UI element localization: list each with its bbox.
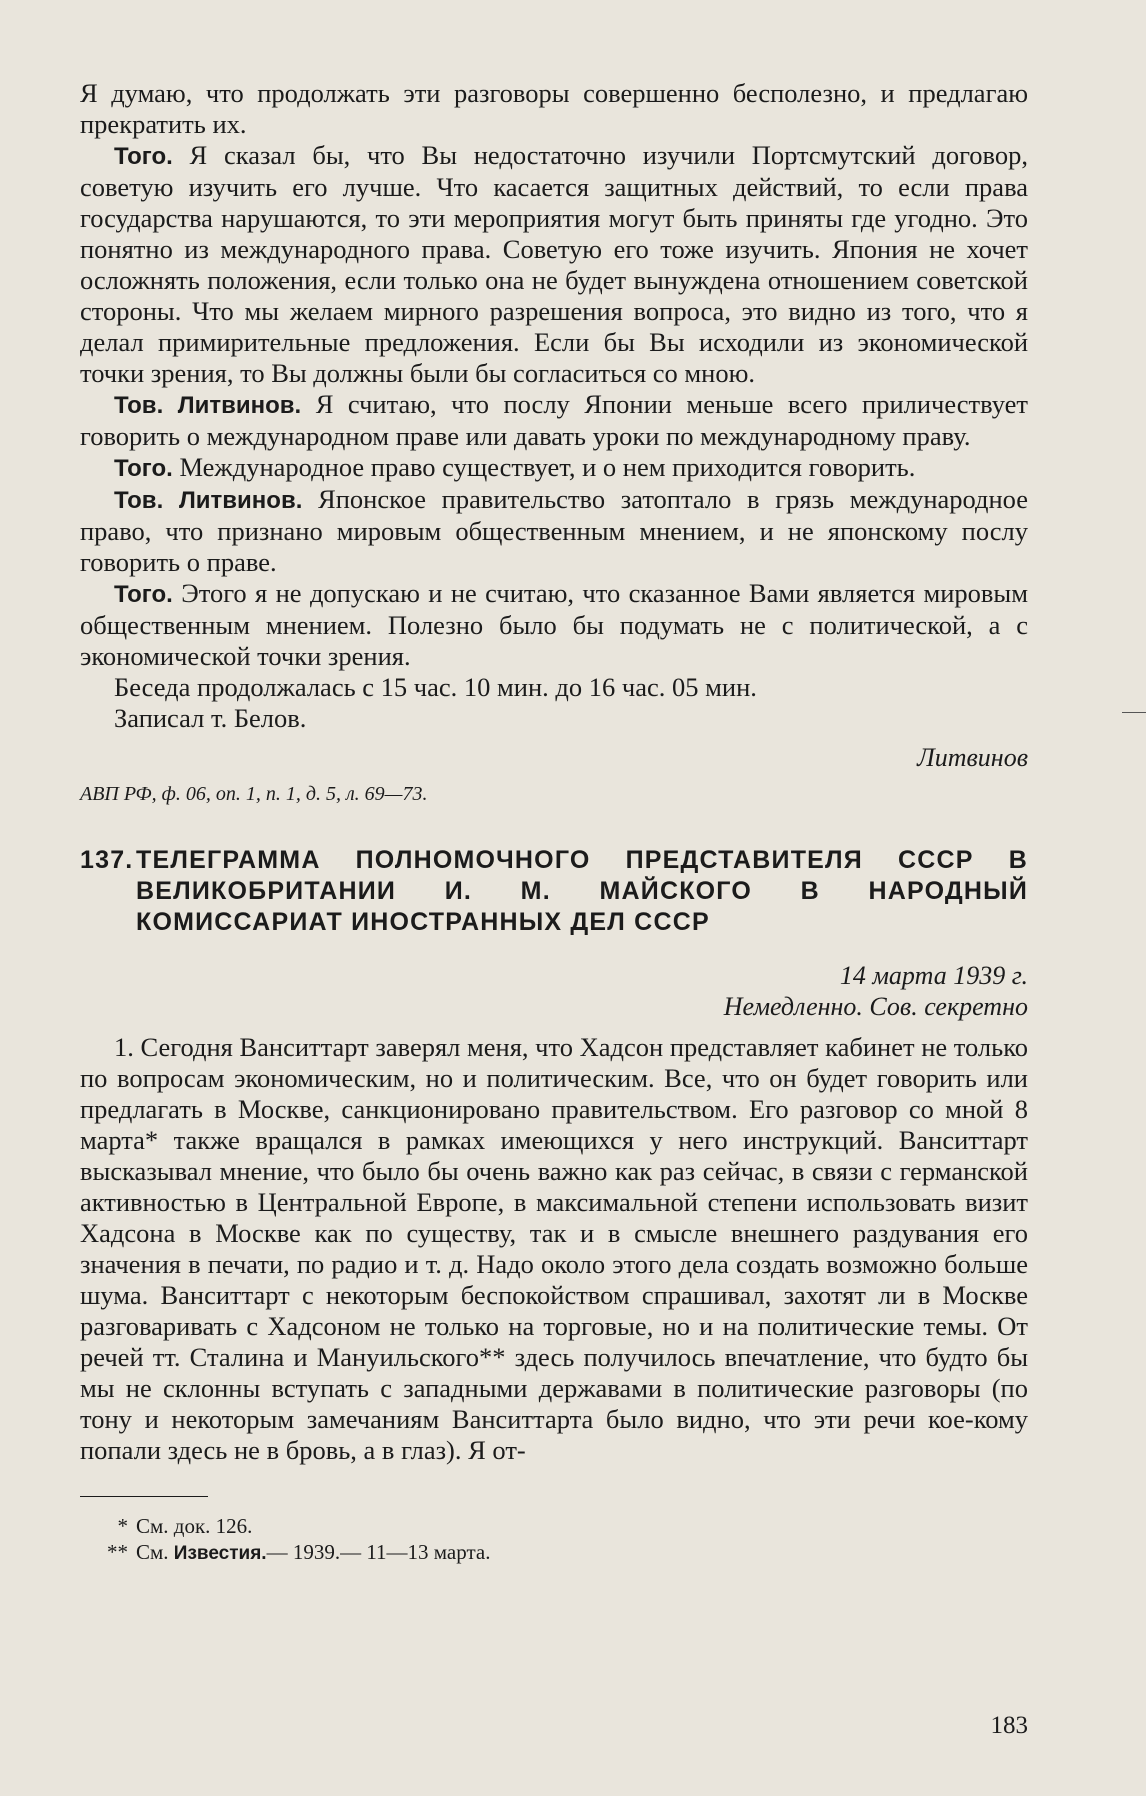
speaker-name: Тов. Литвинов. xyxy=(114,487,303,514)
paragraph-text: Международное право существует, и о нем приходится говорить. xyxy=(172,452,916,482)
paragraph xyxy=(80,703,1028,734)
document-body: 1. Сегодня Ванситтарт заверял меня, что Хадсон представляет кабинет не только по вопросам экономическим, но и политическим. Все, что он будет говорить или предлагать в Москве, санкционировано правительством. Его разговор со мной 8 марта* также вращался в рамках имеющихся у него инструкций. Ванситтарт высказывал мнение, что было бы очень важно как раз сейчас, в связи с германской активностью в Центральной Европе, в максимальной степени использовать визит Хадсона в Москве как по существу, так и в смысле внешнего раздувания его значения в печати, по радио и т. д. Надо около этого дела создать возможно больше шума. Ванситтарт с некоторым беспокойством спрашивал, захотят ли в Москве разговаривать с Хадсоном не только на торговые, но и на политические темы. От речей тт. Сталина и Мануильского** здесь получилось впечатление, что будто бы мы не склонны вступать с западными державами в политические разговоры (по тону и некоторым замечаниям Ванситтарта было видно, что эти речи кое-кому попали здесь не в бровь, а в глаз). Я от- xyxy=(80,1032,1028,1465)
footnote-mark: * xyxy=(117,1514,128,1538)
paragraph xyxy=(80,672,1028,703)
speaker-name: Того. xyxy=(114,581,173,608)
document-heading xyxy=(80,845,1028,938)
document-classification: Немедленно. Сов. секретно xyxy=(723,992,1028,1021)
paragraph xyxy=(80,484,1028,578)
footnote-divider xyxy=(80,1496,208,1497)
speaker-name: Того. xyxy=(114,455,173,482)
document-title: ТЕЛЕГРАММА ПОЛНОМОЧНОГО ПРЕДСТАВИТЕЛЯ СССР В ВЕЛИКОБРИТАНИИ И. М. МАЙСКОГО В НАРОДНЫЙ КОМИССАРИАТ ИНОСТРАННЫХ ДЕЛ СССР xyxy=(136,846,1028,936)
paragraph-text: Я думаю, что продолжать эти разговоры совершенно бесполезно, и предлагаю прекратить их. xyxy=(80,78,1028,139)
footnote-text: См. Известия.— 1939.— 11—13 марта. xyxy=(136,1540,491,1564)
footnote xyxy=(80,1539,1028,1567)
conversation-transcript xyxy=(80,78,1028,734)
footnote xyxy=(80,1513,1028,1539)
speaker-name: Того. xyxy=(114,143,173,170)
paragraph xyxy=(80,389,1028,452)
document-number: 137. xyxy=(80,846,134,874)
footnote-mark: ** xyxy=(107,1540,128,1564)
document-date: 14 марта 1939 г. xyxy=(839,961,1028,990)
margin-mark xyxy=(1122,712,1146,713)
paragraph xyxy=(80,452,1028,484)
footnote-source-bold: Известия. xyxy=(173,1543,267,1564)
archive-source: АВП РФ, ф. 06, оп. 1, п. 1, д. 5, л. 69—73. xyxy=(80,783,428,805)
paragraph-text: Этого я не допускаю и не считаю, что сказанное Вами является мировым общественным мнением. Полезно было бы подумать не с политической, а с экономической точки зрения. xyxy=(80,578,1028,671)
speaker-name: Тов. Литвинов. xyxy=(114,392,302,419)
page-number: 183 xyxy=(990,1712,1028,1739)
paragraph-text: Я считаю, что послу Японии меньше всего приличествует говорить о международном праве или давать уроки по международному праву. xyxy=(80,389,1028,451)
paragraph-text: Японское правительство затоптало в грязь международное право, что признано мировым общественным мнением, и не японскому послу говорить о праве. xyxy=(80,484,1028,577)
signature: Литвинов xyxy=(917,743,1028,772)
footnote-text: См. док. 126. xyxy=(136,1514,253,1538)
footnotes xyxy=(80,1513,1028,1567)
paragraph-text: Я сказал бы, что Вы недостаточно изучили Портсмутский договор, советую изучить его лучше. Что касается защитных действий, то если права государства нарушаются, то эти мероприятия могут быть приняты где угодно. Это понятно из международного права. Советую его тоже изучить. Япония не хочет осложнять положения, если только она не будет вынуждена отношением советской стороны. Что мы желаем мирного разрешения вопроса, это видно из того, что я делал примирительные предложения. Если бы Вы исходили из экономической точки зрения, то Вы должны были бы согласиться со мною. xyxy=(80,140,1028,388)
paragraph xyxy=(80,578,1028,672)
paragraph xyxy=(80,78,1028,140)
paragraph xyxy=(80,140,1028,389)
paragraph-text: Беседа продолжалась с 15 час. 10 мин. до 16 час. 05 мин. xyxy=(114,672,757,702)
paragraph-text: Записал т. Белов. xyxy=(114,703,307,733)
